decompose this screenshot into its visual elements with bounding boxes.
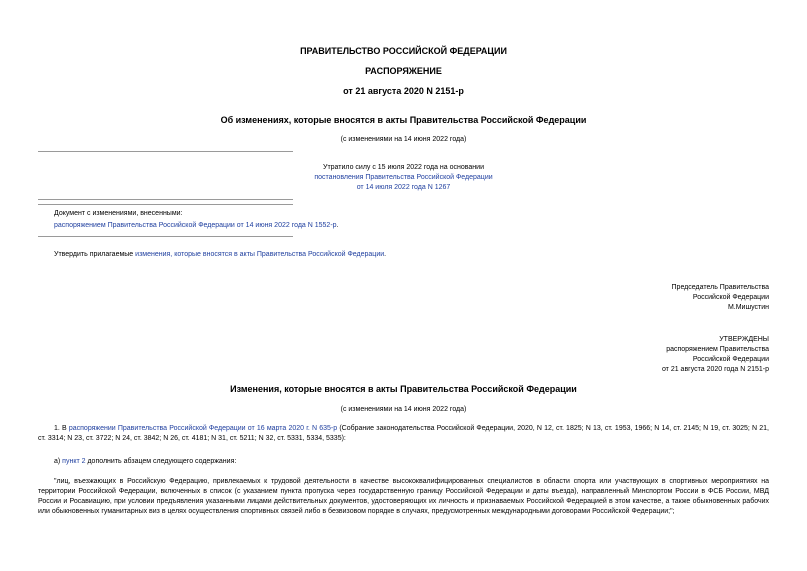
invalid-notice-link-1[interactable]: постановления Правительства Российской Федерации bbox=[314, 174, 493, 181]
approved-line-3: Российской Федерации bbox=[692, 356, 769, 363]
amended-by-link[interactable]: распоряжением Правительства Российской Федерации от 14 июня 2022 года N 1552-р bbox=[54, 222, 337, 229]
approved-heading: УТВЕРЖДЕНЫ bbox=[719, 336, 769, 343]
invalid-notice-text: Утратило силу с 15 июля 2022 года на основании bbox=[323, 164, 484, 171]
amended-by-line: распоряжением Правительства Российской Федерации от 14 июня 2022 года N 1552-р. bbox=[54, 222, 339, 229]
edition-note: (с изменениями на 14 июня 2022 года) bbox=[340, 136, 467, 143]
government-heading: ПРАВИТЕЛЬСТВО РОССИЙСКОЙ ФЕДЕРАЦИИ bbox=[300, 46, 507, 56]
approve-paragraph: Утвердить прилагаемые изменения, которые вносятся в акты Правительства Российской Федерации. bbox=[54, 251, 387, 258]
approve-link[interactable]: изменения, которые вносятся в акты Правительства Российской Федерации bbox=[135, 251, 385, 258]
divider bbox=[38, 204, 293, 205]
changes-item-1: 1. В распоряжении Правительства Российской Федерации от 16 марта 2020 г. N 635-р (Собрание законодательства Российской Федерации, 2020, N 12, ст. 1825; N 13, ст. 1953, 1966; N 14, ст. 2145; N 19, ст. 3025; N 21, ст. 3314; N 23, ст. 3722; N 24, ст. 3842; N 26, ст. 4181; N 31, ст. 5211; N 32, ст. 5331, 5334, 5335): bbox=[38, 425, 769, 442]
divider bbox=[38, 151, 293, 152]
signature-title: Председатель Правительства bbox=[671, 284, 769, 291]
document-date-number: от 21 августа 2020 N 2151-р bbox=[343, 86, 464, 96]
sub-a-link[interactable]: пункт 2 bbox=[62, 458, 86, 465]
signature-name: М.Мишустин bbox=[727, 304, 769, 311]
changes-edition-note: (с изменениями на 14 июня 2022 года) bbox=[340, 406, 467, 413]
amended-by-label: Документ с изменениями, внесенными: bbox=[54, 210, 183, 217]
changes-sub-a: а) пункт 2 дополнить абзацем следующего содержания: bbox=[54, 458, 237, 465]
invalid-notice-link-2[interactable]: от 14 июля 2022 года N 1267 bbox=[356, 184, 451, 191]
item-1-link[interactable]: распоряжении Правительства Российской Федерации от 16 марта 2020 г. N 635-р bbox=[68, 425, 338, 432]
document-title: Об изменениях, которые вносятся в акты Правительства Российской Федерации bbox=[220, 115, 587, 125]
approved-line-2: распоряжением Правительства bbox=[666, 346, 769, 353]
changes-quote: "лиц, въезжающих в Российскую Федерацию, привлекаемых к трудовой деятельности в качестве высококвалифицированных специалистов в области спорта или участвующих в спортивных мероприятиях на территории Российской Федерации, включенных в список (с указанием пункта пропуска через государственную границу Российской Федерации и даты въезда), направленный Минспортом России в ФСБ России, МВД России и Росавиацию, при условии предъявления указанными лицами действительных документов, удостоверяющих их личность и признаваемых Российской Федерацией в этом качестве, а также обыкновенных рабочих или обыкновенных гуманитарных виз в целях осуществления спортивных связей либо в безвизовом порядке в случаях, предусмотренных международными договорами Российской Федерации;"; bbox=[38, 478, 769, 515]
document-type: РАСПОРЯЖЕНИЕ bbox=[365, 66, 442, 76]
divider bbox=[38, 199, 293, 200]
approved-line-4: от 21 августа 2020 года N 2151-р bbox=[661, 366, 769, 373]
signature-org: Российской Федерации bbox=[692, 294, 769, 301]
changes-title: Изменения, которые вносятся в акты Правительства Российской Федерации bbox=[230, 384, 577, 394]
divider bbox=[38, 236, 293, 237]
